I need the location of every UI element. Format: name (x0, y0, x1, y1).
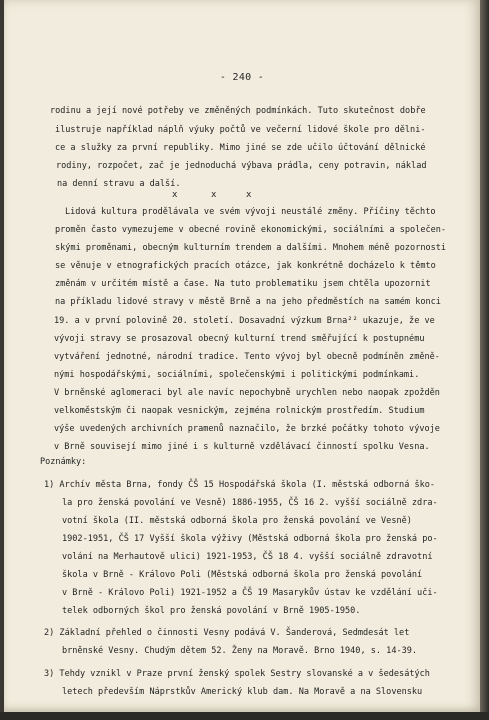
page-number: - 240 - (219, 72, 265, 83)
separator-mark: x (211, 190, 217, 200)
page-edge-shadow (480, 0, 489, 720)
text-line: vývoji stravy se prosazoval obecný kulturní trend směřující k postupnému (54, 334, 425, 344)
note-line: votní škola (II. městská odborná škola pro ženská povolání ve Vesně) (62, 516, 412, 526)
note-line: 1) Archív města Brna, fondy ČŠ 15 Hospodářská škola (I. městská odborná ško- (44, 480, 436, 490)
text-line: ce a služky za první republiky. Mimo jiné se zde učilo účtování dělnické (55, 143, 426, 153)
text-line: rodiny, rozpočet, zač je jednoduchá výbava prádla, ceny potravin, náklad (56, 161, 427, 171)
text-line: na příkladu lidové stravy v městě Brně a na jeho předměstích na samém konci (55, 297, 441, 307)
text-line: ilustruje například náplň výuky počtů ve večerní lidové škole pro dělni- (55, 125, 426, 135)
text-line: proměn často vymezujeme v obecné rovině ekonomickými, sociálními a společen- (55, 225, 447, 235)
note-line: 2) Základní přehled o činnosti Vesny podává V. Šanderová, Sedmdesát let (44, 628, 410, 638)
separator-mark: x (246, 190, 252, 200)
text-line: na denní stravu a další. (57, 179, 181, 189)
text-line: se věnuje v etnografických pracích otázce, jak konkrétně docházelo k těmto (55, 261, 436, 271)
text-line: výše uvedených archivních pramenů naznačilo, že brzké počátky tohoto vývoje (54, 424, 440, 434)
note-line: telek odborných škol pro ženská povolání v Brně 1905-1950. (62, 606, 361, 616)
text-line: rodinu a její nové potřeby ve změněných podmínkách. Tuto skutečnost dobře (50, 106, 426, 116)
text-line: velkoměstským či naopak vesnickým, zejména rolnickým prostředím. Studium (54, 406, 425, 416)
note-line: 3) Tehdy vznikl v Praze první ženský spolek Sestry slovanské a v šedesátých (44, 669, 430, 679)
separator-mark: x (172, 190, 178, 200)
note-line: letech především Náprstkův Americký klub dam. Na Moravě a na Slovensku (62, 687, 423, 697)
text-line: Lidová kultura prodělávala ve svém vývoji neustálé změny. Příčiny těchto (65, 207, 436, 217)
document-page (4, 0, 480, 712)
note-line: 1902-1951, ČŠ 17 Vyšší škola výživy (Městská odborná škola pro ženská po- (62, 534, 438, 544)
text-line: změnám v určitém místě a čase. Na tuto problematiku jsem chtěla upozornit (55, 279, 431, 289)
note-line: v Brně - Královo Poli) 1921-1952 a ČŠ 19 Masarykův ústav ke vzdělání uči- (62, 588, 438, 598)
page-bottom-shadow (0, 712, 489, 720)
note-line: la pro ženská povolání ve Vesně) 1886-1955, ČŠ 16 2. vyšší sociálně zdra- (62, 498, 438, 508)
text-line: skými proměnami, obecným kulturním trendem a dalšími. Mnohem méně pozornosti (55, 243, 447, 253)
note-line: brněnské Vesny. Chudým dětem 52. Ženy na Moravě. Brno 1940, s. 14-39. (62, 646, 418, 656)
text-line: v Brně souvisejí mimo jiné i s kulturně vzdělávací činností spolku Vesna. (54, 442, 430, 452)
text-line: nými hospodářskými, sociálními, společenskými i politickými podmínkami. (54, 370, 420, 380)
note-line: škola v Brně - Královo Poli (Městská odborná škola pro ženská povolání (62, 570, 423, 580)
text-line: V brněnské aglomeraci byl ale navíc nepochybně urychlen nebo naopak zpožděn (54, 388, 440, 398)
text-line: vytváření jednotné, národní tradice. Tento vývoj byl obecně podmíněn změně- (54, 352, 440, 362)
text-line: 19. a v první polovině 20. století. Dosavadní výzkum Brna²² ukazuje, že ve (54, 316, 435, 326)
note-line: volání na Merhautově ulici) 1921-1953, ČŠ 18 4. vyšší sociálně zdravotní (62, 552, 433, 562)
notes-heading: Poznámky: (40, 457, 87, 467)
